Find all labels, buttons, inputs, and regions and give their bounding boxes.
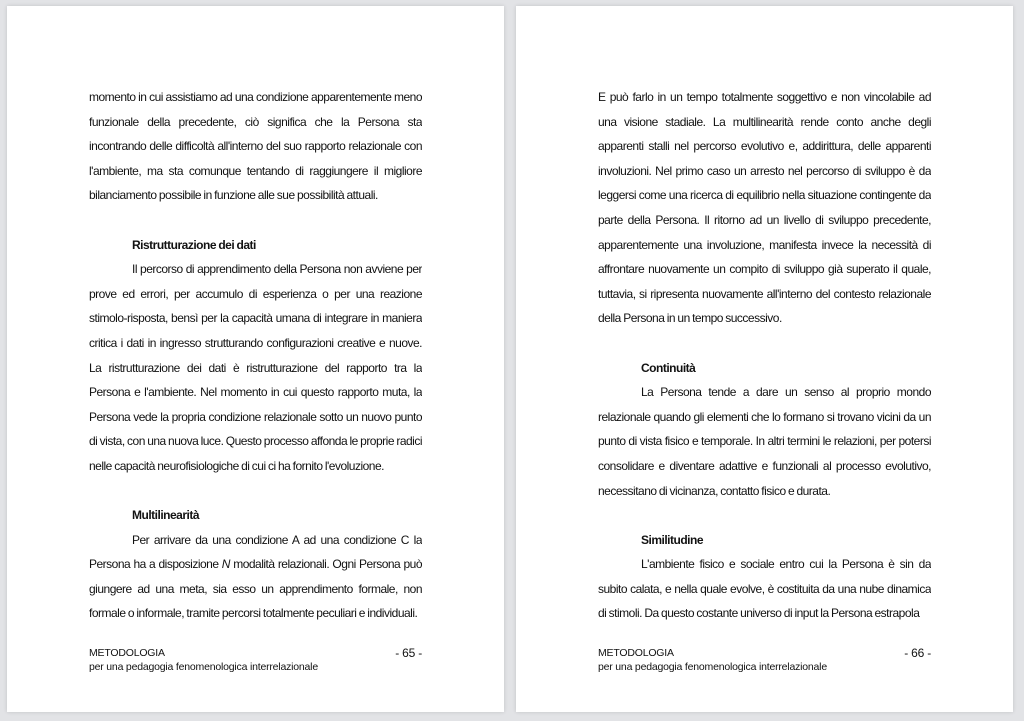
footer-title: METODOLOGIA <box>598 647 674 659</box>
footer-running-head <box>89 647 318 674</box>
footer-running-head <box>598 647 827 674</box>
footer-subtitle: per una pedagogia fenomenologica interrelazionale <box>598 660 827 673</box>
page-footer <box>598 647 931 674</box>
page-body <box>89 85 422 645</box>
footer-title: METODOLOGIA <box>89 647 165 659</box>
paragraph: L'ambiente fisico e sociale entro cui la Persona è sin da subito calata, e nella quale evolve, è costituita da una nube dinamica di stimoli. Da questo costante universo di input la Persona estrapola <box>598 557 931 621</box>
page-65 <box>7 6 504 712</box>
footer-subtitle: per una pedagogia fenomenologica interrelazionale <box>89 660 318 673</box>
paragraph <box>89 528 422 626</box>
page-number: - 66 - <box>904 646 931 660</box>
paragraph-text: modalità relazionali. Ogni Persona può giungere ad una meta, sia esso un apprendimento formale, non formale o informale, tramite percorsi totalmente peculiari e individuali. <box>89 557 422 621</box>
section-heading: Multilinearità <box>132 508 200 523</box>
section-heading: Continuità <box>641 360 696 375</box>
section-heading: Similitudine <box>641 532 704 547</box>
paragraph: momento in cui assistiamo ad una condizione apparentemente meno funzionale della precedente, ciò significa che la Persona sta incontrando delle difficoltà all'interno del suo rapporto relazionale con l'ambiente, ma sta comunque tentando di raggiungere il migliore bilanciamento possibile in funzione alle sue possibilità attuali. <box>89 90 422 203</box>
page-body <box>598 85 931 645</box>
section-heading: Ristrutturazione dei dati <box>132 237 256 252</box>
page-footer <box>89 647 422 674</box>
page-number: - 65 - <box>395 646 422 660</box>
paragraph: Il percorso di apprendimento della Persona non avviene per prove ed errori, per accumulo di esperienza o per una reazione stimolo-risposta, bensì per la capacità umana di integrare in maniera critica i dati in ingresso strutturando configurazioni creative e nuove. La ristrutturazione dei dati è ristrutturazione del rapporto tra la Persona e l'ambiente. Nel momento in cui questo rapporto muta, la Persona vede la propria condizione relazionale sotto un nuovo punto di vista, con una nuova luce. Questo processo affonda le proprie radici nelle capacità neurofisiologiche di cui ci ha fornito l'evoluzione. <box>89 262 422 473</box>
italic-variable-n: N <box>221 557 230 572</box>
paragraph-text: Per arrivare da una condizione A ad una condizione C la Persona ha a disposizione <box>89 532 422 572</box>
page-66 <box>516 6 1013 712</box>
paragraph: La Persona tende a dare un senso al proprio mondo relazionale quando gli elementi che lo formano si trovano vicini da un punto di vista fisico e temporale. In altri termini le relazioni, per potersi consolidare e diventare adattive e funzionali al processo evolutivo, necessitano di vicinanza, contatto fisico e durata. <box>598 385 931 498</box>
paragraph: E può farlo in un tempo totalmente soggettivo e non vincolabile ad una visione stadiale. La multilinearità rende conto anche degli apparenti stalli nel percorso evolutivo e, addirittura, delle apparenti involuzioni. Nel primo caso un arresto nel percorso di sviluppo è da leggersi come una ricerca di equilibrio nella situazione contingente da parte della Persona. Il ritorno ad un livello di sviluppo precedente, apparentemente una involuzione, manifesta invece la necessità di affrontare nuovamente un compito di sviluppo già superato il quale, tuttavia, si ripresenta nuovamente all'interno del contesto relazionale della Persona in un tempo successivo. <box>598 90 931 326</box>
